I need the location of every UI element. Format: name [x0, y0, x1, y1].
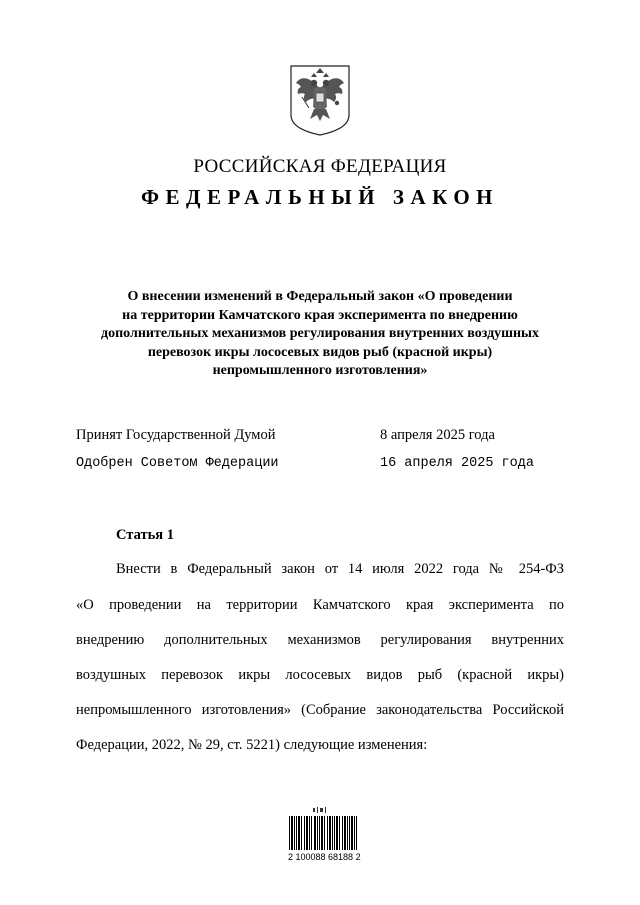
- duma-adoption-label: Принят Государственной Думой: [76, 427, 276, 443]
- article-text-line: Федерации, 2022, № 29, ст. 5221) следующие изменения:: [76, 737, 428, 753]
- article-text-line: Внести в Федеральный закон от 14 июля 2022 года № 254-ФЗ: [116, 561, 564, 577]
- article-text-line: «О проведении на территории Камчатского края эксперимента по: [76, 597, 564, 613]
- council-approval-date: 16 апреля 2025 года: [380, 456, 534, 471]
- document-type-title: ФЕДЕРАЛЬНЫЙ ЗАКОН: [141, 185, 499, 209]
- country-name: РОССИЙСКАЯ ФЕДЕРАЦИЯ: [193, 156, 447, 177]
- article-text-line: непромышленного изготовления» (Собрание законодательства Российской: [76, 702, 564, 718]
- article-text-line: воздушных перевозок икры лососевых видов рыб (красной икры): [76, 667, 564, 683]
- document-barcode: [288, 806, 361, 864]
- duma-adoption-date: 8 апреля 2025 года: [380, 427, 495, 443]
- law-subject-title: [70, 288, 570, 381]
- coat-of-arms-emblem: [287, 63, 353, 137]
- article-text-line: внедрению дополнительных механизмов регулирования внутренних: [76, 632, 564, 648]
- barcode-mark-icon: [312, 806, 330, 814]
- subject-line: на территории Камчатского края эксперимента по внедрению: [122, 307, 518, 323]
- council-approval-label: Одобрен Советом Федерации: [76, 456, 279, 471]
- subject-line: О внесении изменений в Федеральный закон «О проведении: [127, 289, 513, 304]
- subject-line: перевозок икры лососевых видов рыб (красной икры): [147, 344, 493, 360]
- article-heading: Статья 1: [116, 527, 174, 543]
- subject-line: дополнительных механизмов регулирования внутренних воздушных: [101, 326, 539, 341]
- barcode-bars: [288, 816, 358, 850]
- barcode-number: 2 100088 68188 2: [288, 852, 361, 862]
- subject-line: непромышленного изготовления»: [212, 363, 428, 378]
